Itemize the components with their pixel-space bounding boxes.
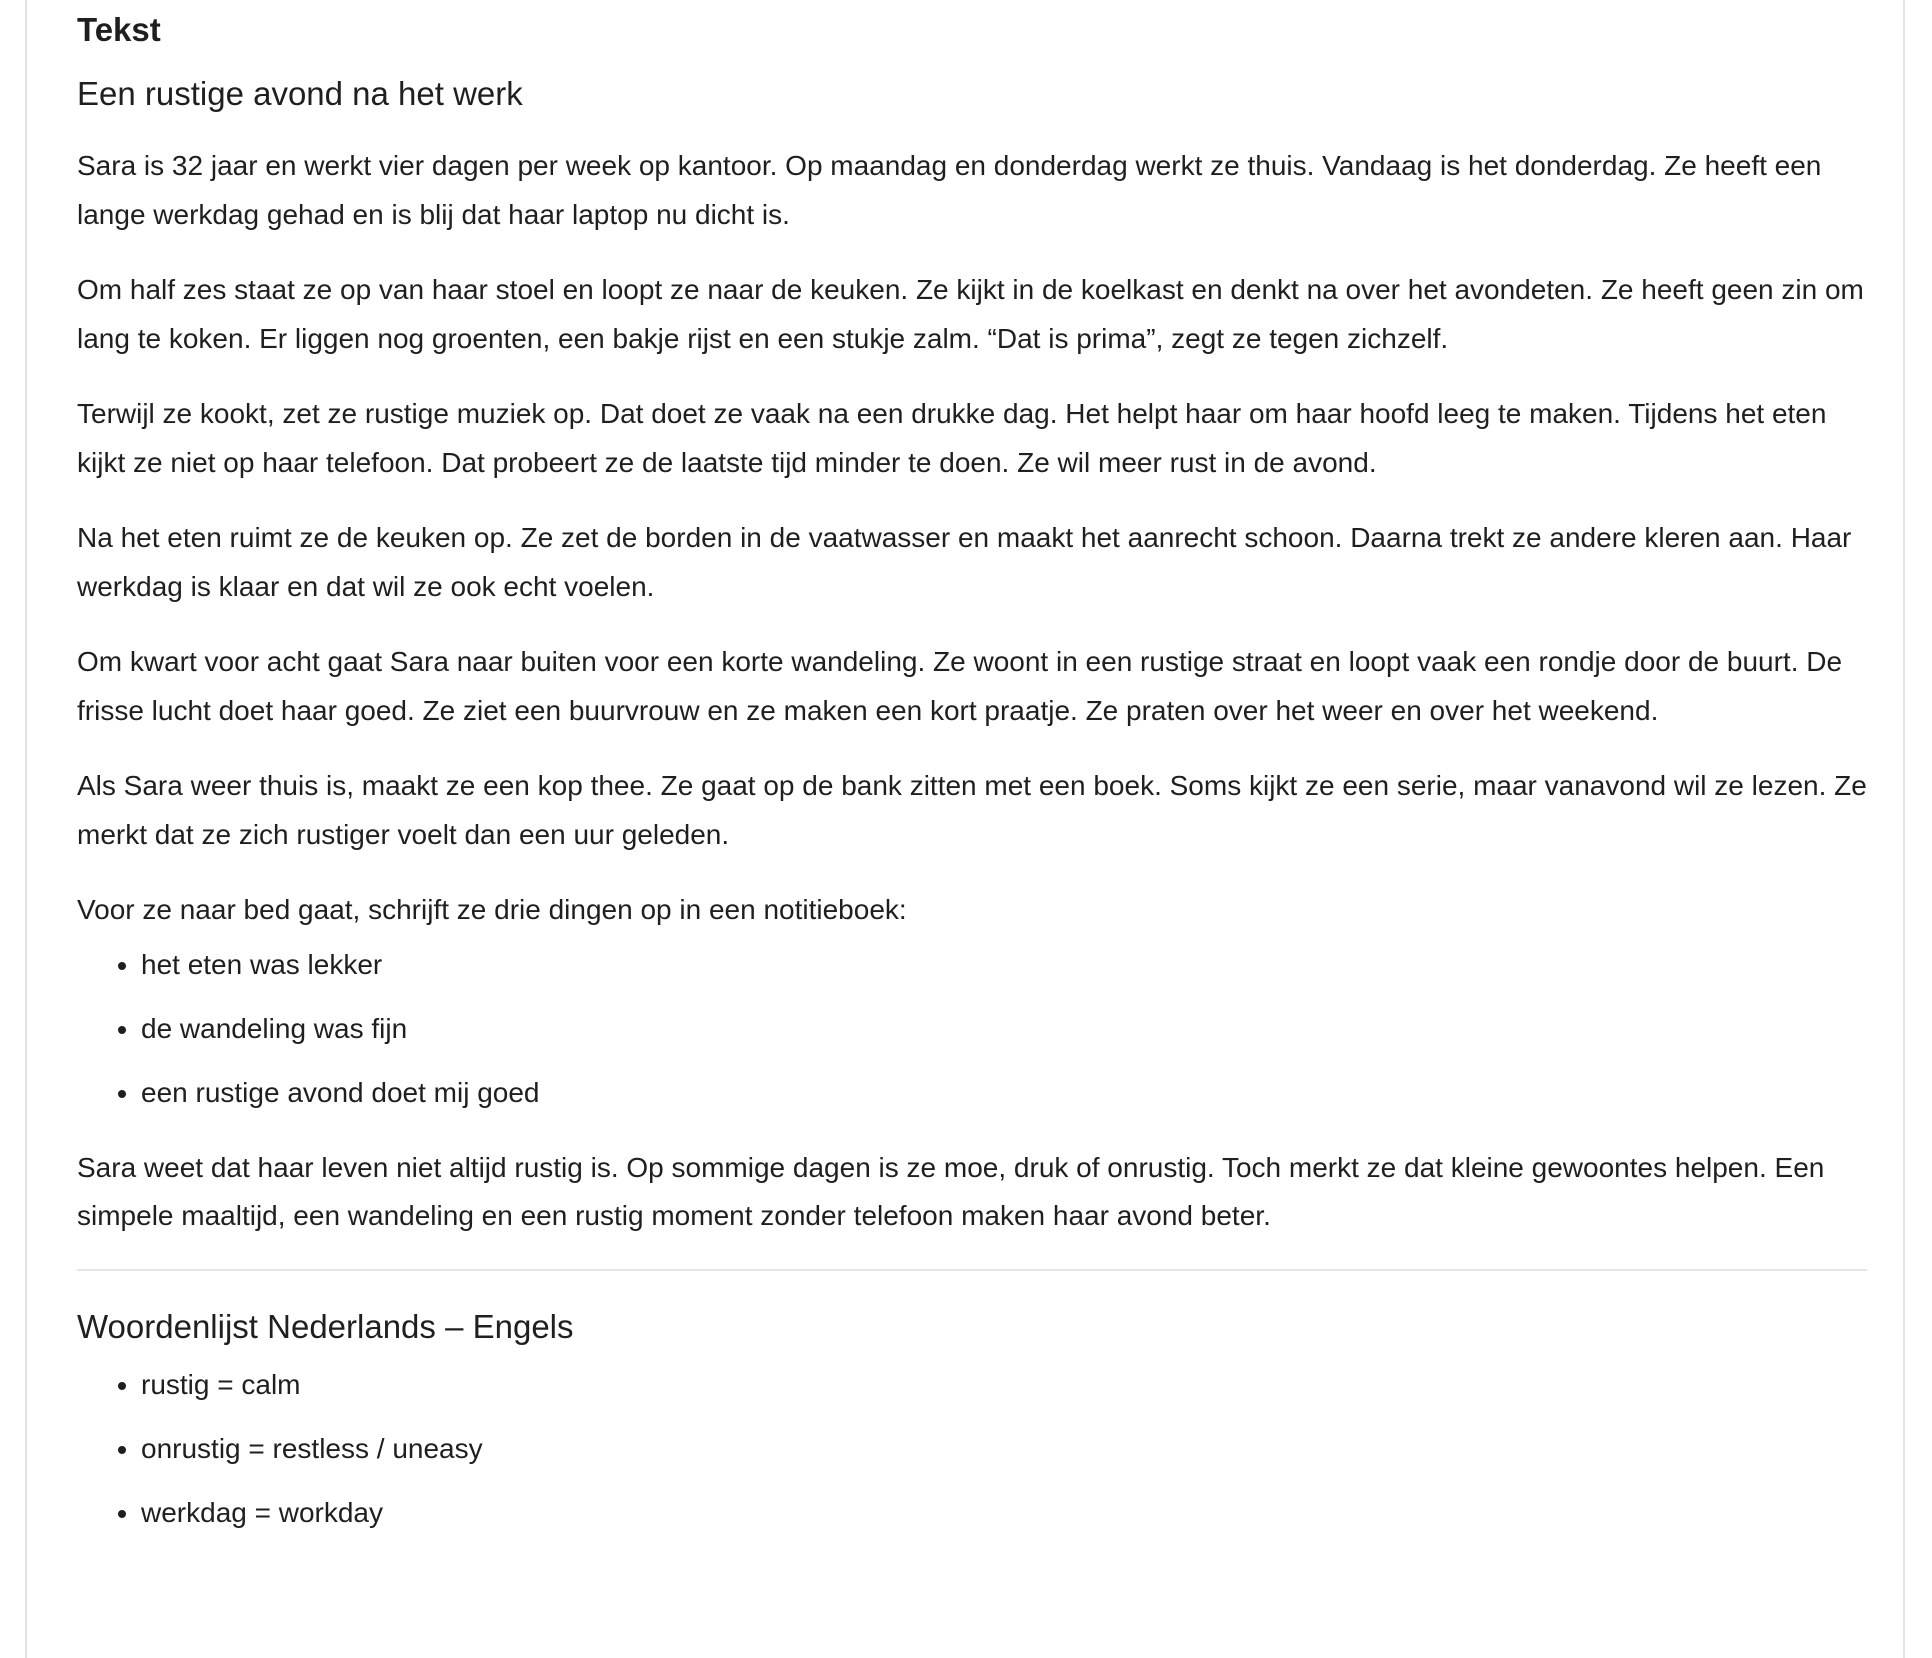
paragraph: Terwijl ze kookt, zet ze rustige muziek op. Dat doet ze vaak na een drukke dag. Het helpt haar om haar hoofd leeg te maken. Tijdens het eten kijkt ze niet op haar telefoon. Dat probeert ze de laatste tijd minder te doen. Ze wil meer rust in de avond.: [77, 398, 1827, 478]
section-label: Tekst: [77, 11, 161, 48]
list-item: • het eten was lekker: [141, 941, 1867, 989]
glossary-item: • onrustig = restless / uneasy: [141, 1425, 1867, 1473]
paragraph: Om kwart voor acht gaat Sara naar buiten voor een korte wandeling. Ze woont in een rustige straat en loopt vaak een rondje door de buurt. De frisse lucht doet haar goed. Ze ziet een buurvrouw en ze maken een kort praatje. Ze praten over het weer en over het weekend.: [77, 646, 1843, 726]
list-intro: Voor ze naar bed gaat, schrijft ze drie dingen op in een notitieboek:: [77, 894, 907, 925]
paragraph: Om half zes staat ze op van haar stoel en loopt ze naar de keuken. Ze kijkt in de koelkast en denkt na over het avondeten. Ze heeft geen zin om lang te koken. Er liggen nog groenten, een bakje rijst en een stukje zalm. “Dat is prima”, zegt ze tegen zichzelf.: [77, 274, 1864, 354]
glossary-list: [77, 1361, 1867, 1537]
article-content: [77, 0, 1867, 1537]
list-item: • een rustige avond doet mij goed: [141, 1069, 1867, 1117]
closing-paragraph: Sara weet dat haar leven niet altijd rustig is. Op sommige dagen is ze moe, druk of onrustig. Toch merkt ze dat kleine gewoontes helpen. Een simpele maaltijd, een wandeling en een rustig moment zonder telefoon maken haar avond beter.: [77, 1151, 1825, 1231]
glossary-item: • werkdag = workday: [141, 1489, 1867, 1537]
paragraph: Na het eten ruimt ze de keuken op. Ze zet de borden in de vaatwasser en maakt het aanrecht schoon. Daarna trekt ze andere kleren aan. Haar werkdag is klaar en dat wil ze ook echt voelen.: [77, 522, 1852, 602]
section-divider: [77, 1269, 1867, 1271]
list-item: • de wandeling was fijn: [141, 1005, 1867, 1053]
content-panel: [25, 0, 1905, 1658]
paragraph: Sara is 32 jaar en werkt vier dagen per week op kantoor. Op maandag en donderdag werkt ze thuis. Vandaag is het donderdag. Ze heeft een lange werkdag gehad en is blij dat haar laptop nu dicht is.: [77, 150, 1822, 230]
paragraph: Als Sara weer thuis is, maakt ze een kop thee. Ze gaat op de bank zitten met een boek. Soms kijkt ze een serie, maar vanavond wil ze lezen. Ze merkt dat ze zich rustiger voelt dan een uur geleden.: [77, 770, 1867, 850]
glossary-title: Woordenlijst Nederlands – Engels: [77, 1307, 574, 1345]
glossary-item: • rustig = calm: [141, 1361, 1867, 1409]
notebook-list: [77, 941, 1867, 1117]
article-title: Een rustige avond na het werk: [77, 75, 523, 112]
